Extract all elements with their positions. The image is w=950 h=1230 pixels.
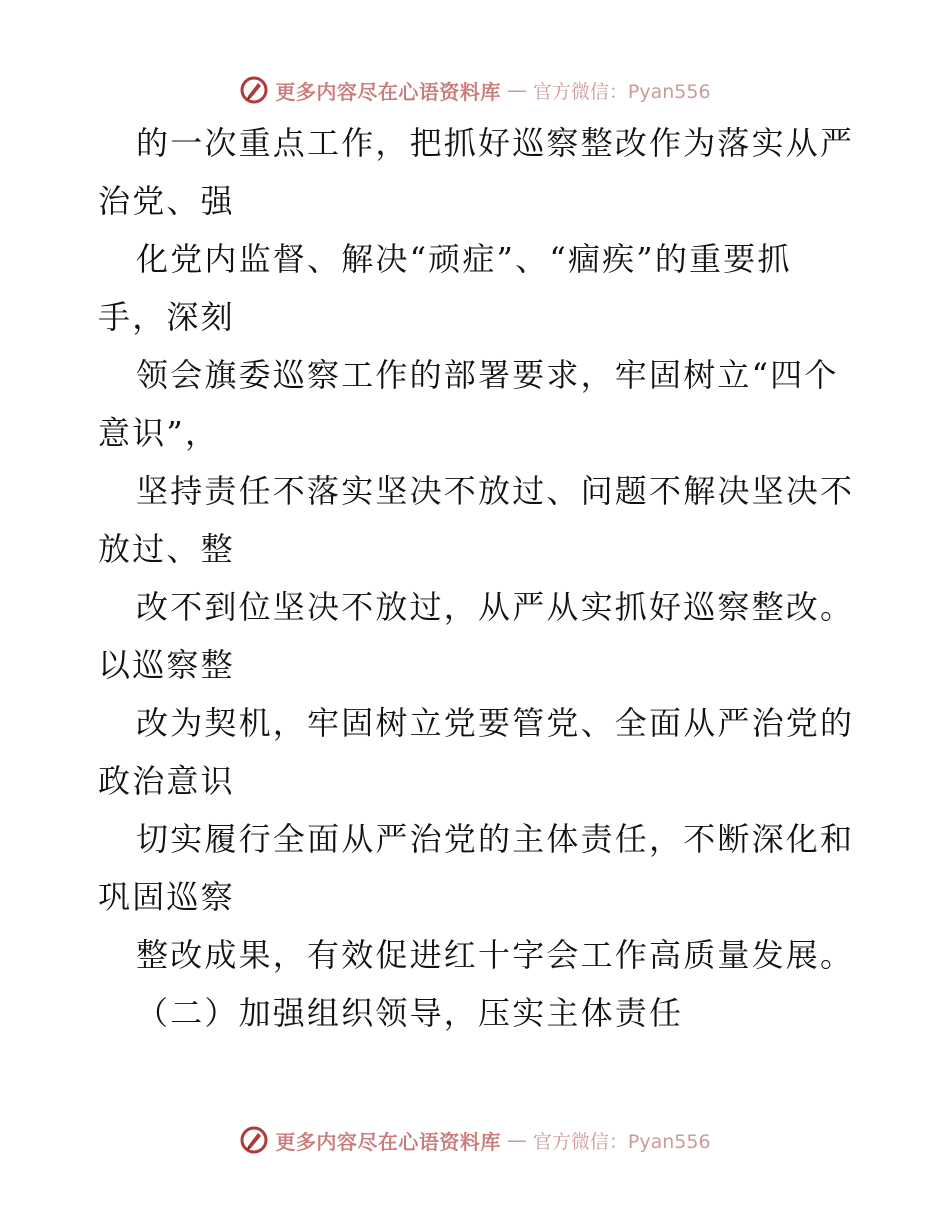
paragraph-line: 坚持责任不落实坚决不放过、问题不解决坚决不放过、整 xyxy=(98,472,855,568)
paragraph-line: 切实履行全面从严治党的主体责任，不断深化和巩固巡察 xyxy=(98,820,855,916)
paragraph-line: 领会旗委巡察工作的部署要求，牢固树立“四个意识”， xyxy=(98,356,839,452)
paragraph-line: 的一次重点工作，把抓好巡察整改作为落实从严治党、强 xyxy=(98,124,855,220)
paragraph-line: 改不到位坚决不放过，从严从实抓好巡察整改。以巡察整 xyxy=(98,588,855,684)
watermark-contact-text: 官方微信：Pyan556 xyxy=(532,80,711,103)
footer-watermark xyxy=(0,1120,950,1160)
document-body xyxy=(98,114,858,1042)
watermark-contact-text: 官方微信：Pyan556 xyxy=(532,1130,711,1153)
watermark-dash: — xyxy=(506,78,527,102)
watermark-dash: — xyxy=(506,1128,527,1152)
section-heading: （二）加强组织领导，压实主体责任 xyxy=(136,994,684,1032)
pen-logo-icon xyxy=(239,1125,269,1155)
paragraph-line: 改为契机，牢固树立党要管党、全面从严治党的政治意识 xyxy=(98,704,855,800)
paragraph-line: 化党内监督、解决“顽症”、“痼疾”的重要抓手，深刻 xyxy=(98,240,792,336)
header-watermark xyxy=(0,70,950,110)
watermark-site-text: 更多内容尽在心语资料库 xyxy=(275,79,501,104)
pen-logo-icon xyxy=(239,75,269,105)
watermark-site-text: 更多内容尽在心语资料库 xyxy=(275,1129,501,1154)
paragraph-line: 整改成果，有效促进红十字会工作高质量发展。 xyxy=(136,936,855,974)
